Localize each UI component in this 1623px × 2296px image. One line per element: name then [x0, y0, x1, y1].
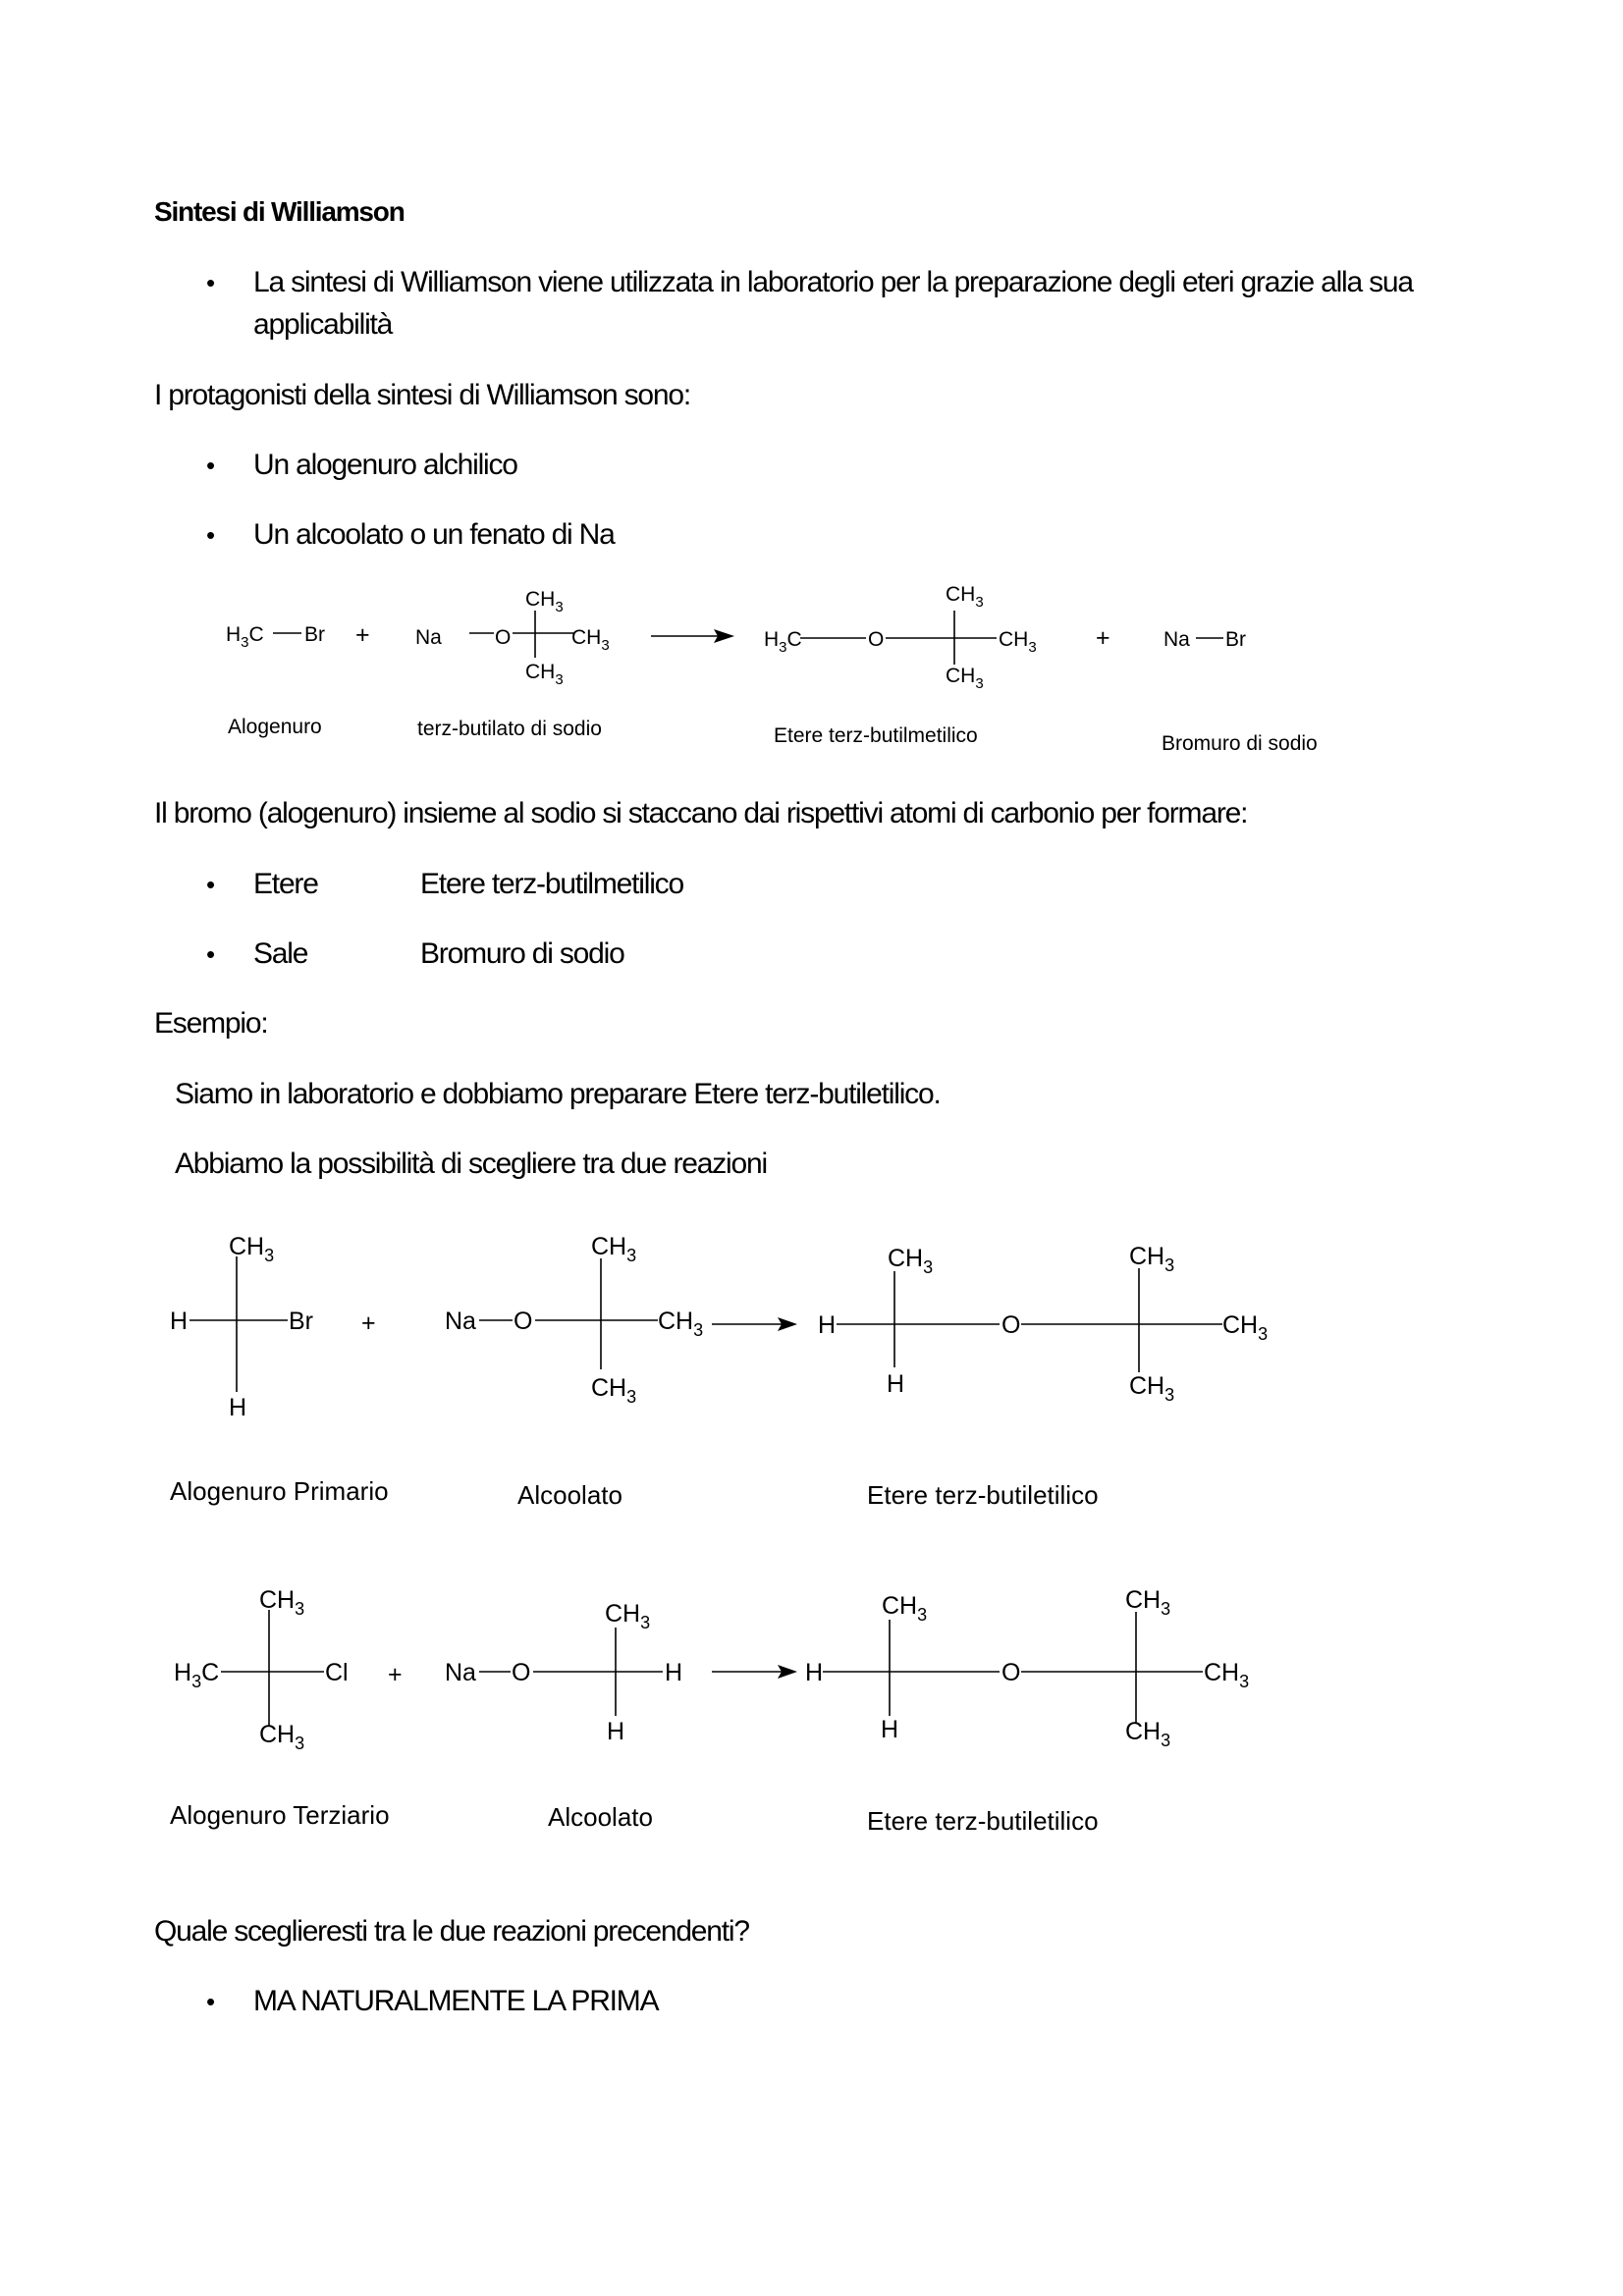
page-title: Sintesi di Williamson: [154, 196, 405, 227]
atom: H: [818, 1311, 837, 1339]
atom: $CH_3$: [1125, 1586, 1171, 1619]
products-sentence: Il bromo (alogenuro) insieme al sodio si staccano dai rispettivi atomi di carbonio per formare:: [154, 797, 1248, 829]
plus-icon: +: [388, 1661, 403, 1688]
atom: $CH_3$: [1129, 1243, 1175, 1275]
product-type: Etere: [253, 868, 318, 900]
atom: $H_3C$: [764, 628, 802, 656]
answer: MA NATURALMENTE LA PRIMA: [253, 1985, 659, 2017]
question: Quale sceglieresti tra le due reazioni precendenti?: [154, 1915, 749, 1948]
product-name: Etere terz-butilmetilico: [420, 868, 683, 900]
atom: $CH_3$: [591, 1374, 637, 1407]
atom: Br: [304, 623, 325, 646]
atom: $CH_3$: [888, 1245, 934, 1277]
reaction3-label: Alcoolato: [548, 1802, 653, 1832]
atom: $CH_3$: [259, 1586, 305, 1619]
atom: Na: [445, 1659, 476, 1686]
atom: O: [868, 628, 885, 651]
atom: $CH_3$: [591, 1233, 637, 1265]
atom: H: [805, 1659, 824, 1686]
atom: H: [887, 1370, 905, 1398]
atom: O: [1001, 1311, 1021, 1339]
atom: Br: [1225, 628, 1246, 651]
atom: $CH_3$: [571, 626, 610, 654]
example-heading: Esempio:: [154, 1007, 268, 1040]
atom: $H_3C$: [226, 623, 264, 651]
intro-bullet-text: La sintesi di Williamson viene utilizzata in laboratorio per la preparazione degli eteri grazie alla sua: [253, 266, 1413, 298]
atom: O: [1001, 1659, 1021, 1686]
reaction1-label: terz-butilato di sodio: [417, 718, 602, 740]
reaction3-label: Alogenuro Terziario: [170, 1800, 390, 1830]
atom: $CH_3$: [1222, 1311, 1269, 1344]
atom: Na: [415, 626, 442, 649]
atom: H: [229, 1394, 247, 1421]
protagonists-heading: I protagonisti della sintesi di Williamson sono:: [154, 379, 691, 411]
reaction1-label: Alogenuro: [228, 716, 322, 738]
reaction1-label: Etere terz-butilmetilico: [774, 724, 978, 747]
atom: Na: [1163, 628, 1190, 651]
atom: H: [665, 1659, 683, 1686]
atom: $CH_3$: [259, 1721, 305, 1753]
atom: O: [495, 626, 512, 649]
bullet-dot: •: [206, 451, 216, 480]
atom: H: [881, 1716, 899, 1743]
atom: $CH_3$: [946, 665, 984, 692]
protagonist-item: Un alcoolato o un fenato di Na: [253, 518, 615, 551]
atom: $CH_3$: [1204, 1659, 1250, 1691]
atom: $CH_3$: [1129, 1372, 1175, 1405]
atom: $CH_3$: [658, 1308, 704, 1340]
atom: H: [170, 1308, 189, 1335]
bullet-dot: •: [206, 268, 216, 297]
atom: Na: [445, 1308, 476, 1335]
atom: $CH_3$: [605, 1600, 651, 1632]
atom: $H_3C$: [174, 1659, 220, 1691]
atom: Br: [289, 1308, 313, 1335]
atom: $CH_3$: [882, 1592, 928, 1625]
bullet-dot: •: [206, 1987, 216, 2016]
bullet-dot: •: [206, 870, 216, 899]
example-line: Siamo in laboratorio e dobbiamo preparare Etere terz-butiletilico.: [175, 1078, 941, 1110]
bullet-dot: •: [206, 939, 216, 969]
reaction3-label: Etere terz-butiletilico: [867, 1806, 1099, 1836]
atom: $CH_3$: [229, 1233, 275, 1265]
reaction1-label: Bromuro di sodio: [1162, 732, 1318, 755]
reaction2-label: Alcoolato: [517, 1480, 622, 1510]
atom: $CH_3$: [999, 628, 1037, 656]
reaction2-label: Etere terz-butiletilico: [867, 1480, 1099, 1510]
example-line: Abbiamo la possibilità di scegliere tra due reazioni: [175, 1148, 767, 1180]
plus-icon: +: [1096, 624, 1110, 652]
atom: $CH_3$: [946, 583, 984, 611]
atom: Cl: [325, 1659, 349, 1686]
product-name: Bromuro di sodio: [420, 937, 624, 970]
protagonist-item: Un alogenuro alchilico: [253, 449, 517, 481]
atom: H: [607, 1718, 625, 1745]
atom: $CH_3$: [525, 661, 564, 688]
atom: $CH_3$: [525, 588, 564, 615]
plus-icon: +: [355, 621, 370, 649]
intro-bullet-text-cont: applicabilità: [253, 308, 393, 341]
atom: O: [512, 1659, 531, 1686]
atom: $CH_3$: [1125, 1718, 1171, 1750]
reaction2-label: Alogenuro Primario: [170, 1476, 389, 1506]
plus-icon: +: [361, 1309, 376, 1337]
atom: O: [514, 1308, 533, 1335]
bullet-dot: •: [206, 520, 216, 550]
product-type: Sale: [253, 937, 308, 970]
